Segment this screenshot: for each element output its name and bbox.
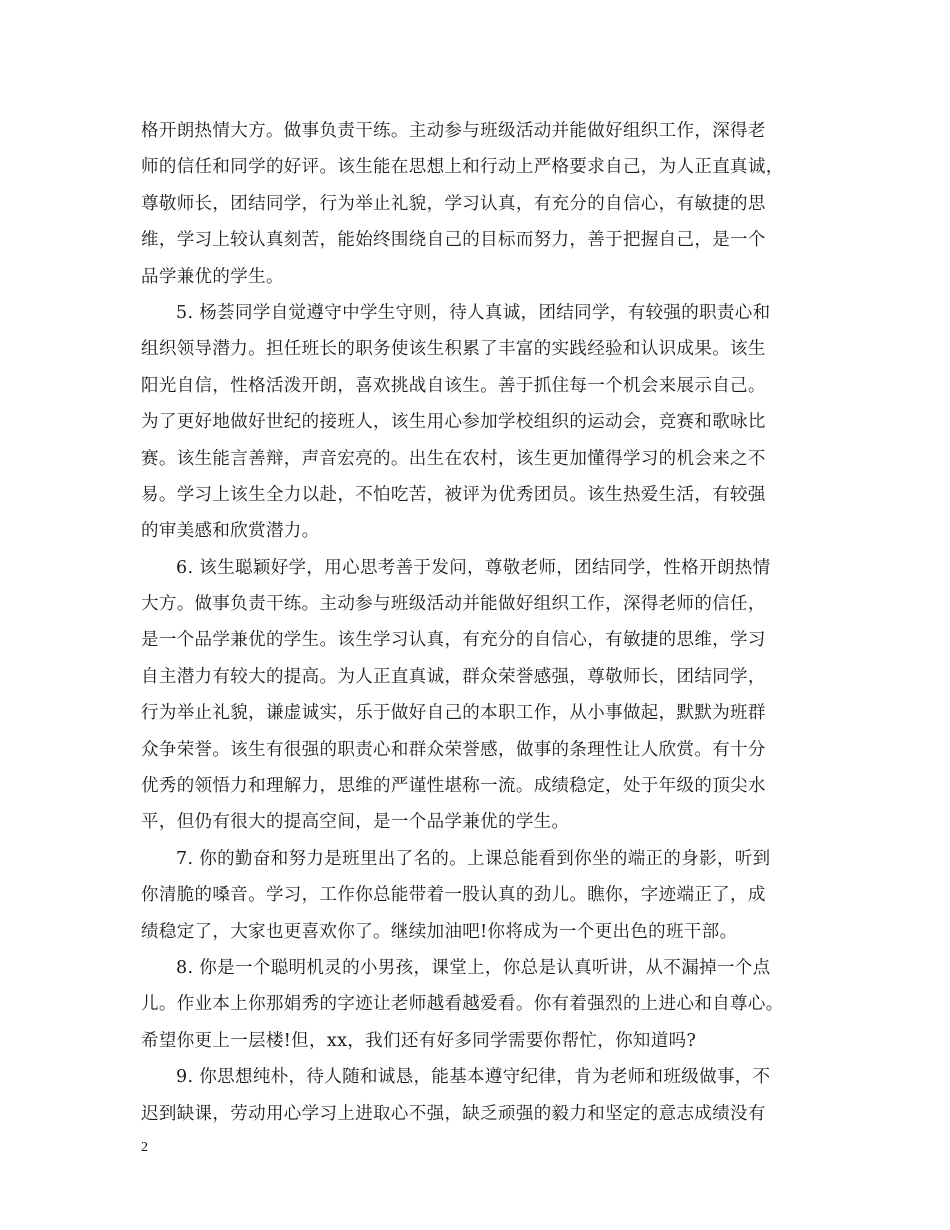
- text-line: 赛。该生能言善辩，声音宏亮的。出生在农村，该生更加懂得学习的机会来之不: [141, 448, 766, 469]
- text-line: 5. 杨荟同学自觉遵守中学生守则，待人真诚，团结同学，有较强的职责心和: [176, 302, 771, 323]
- text-line: 阳光自信，性格活泼开朗，喜欢挑战自该生。善于抓住每一个机会来展示自己。: [141, 375, 766, 396]
- text-line: 9. 你思想纯朴，待人随和诚恳，能基本遵守纪律，肯为老师和班级做事，不: [176, 1067, 771, 1088]
- page-number: 2: [141, 1140, 148, 1155]
- text-line: 绩稳定了，大家也更喜欢你了。继续加油吧!你将成为一个更出色的班干部。: [141, 921, 738, 942]
- text-line: 优秀的领悟力和理解力，思维的严谨性堪称一流。成绩稳定，处于年级的顶尖水: [141, 776, 766, 797]
- text-line: 平，但仍有很大的提高空间，是一个品学兼优的学生。: [141, 812, 570, 833]
- document-body: [141, 113, 811, 1132]
- text-line: 易。学习上该生全力以赴，不怕吃苦，被评为优秀团员。该生热爱生活，有较强: [141, 484, 766, 505]
- text-line: 迟到缺课，劳动用心学习上进取心不强，缺乏顽强的毅力和坚定的意志成绩没有: [141, 1103, 766, 1124]
- text-line: 大方。做事负责干练。主动参与班级活动并能做好组织工作，深得老师的信任，: [141, 594, 766, 615]
- text-line: 为了更好地做好世纪的接班人，该生用心参加学校组织的运动会，竞赛和歌咏比: [141, 412, 766, 433]
- text-line: 组织领导潜力。担任班长的职务使该生积累了丰富的实践经验和认识成果。该生: [141, 339, 766, 360]
- text-line: 众争荣誉。该生有很强的职责心和群众荣誉感，做事的条理性让人欣赏。有十分: [141, 739, 766, 760]
- text-line: 行为举止礼貌，谦虚诚实，乐于做好自己的本职工作，从小事做起，默默为班群: [141, 703, 766, 724]
- text-line: 维，学习上较认真刻苦，能始终围绕自己的目标而努力，善于把握自己，是一个: [141, 230, 766, 251]
- text-line: 的审美感和欣赏潜力。: [141, 521, 320, 542]
- text-line: 格开朗热情大方。做事负责干练。主动参与班级活动并能做好组织工作，深得老: [141, 121, 766, 141]
- text-line: 自主潜力有较大的提高。为人正直真诚，群众荣誉感强，尊敬师长，团结同学，: [141, 666, 766, 687]
- text-line: 7. 你的勤奋和努力是班里出了名的。上课总能看到你坐的端正的身影，听到: [176, 848, 771, 869]
- text-line: 儿。作业本上你那娟秀的字迹让老师越看越爱看。你有着强烈的上进心和自尊心。: [141, 994, 784, 1015]
- text-line: 8. 你是一个聪明机灵的小男孩，课堂上，你总是认真听讲，从不漏掉一个点: [176, 957, 771, 978]
- text-line: 是一个品学兼优的学生。该生学习认真，有充分的自信心，有敏捷的思维，学习: [141, 630, 766, 651]
- text-line: 6. 该生聪颖好学，用心思考善于发问，尊敬老师，团结同学，性格开朗热情: [176, 557, 771, 578]
- text-line: 品学兼优的学生。: [141, 266, 284, 287]
- text-line: 师的信任和同学的好评。该生能在思想上和行动上严格要求自己，为人正直真诚，: [141, 157, 784, 178]
- text-line: 尊敬师长，团结同学，行为举止礼貌，学习认真，有充分的自信心，有敏捷的思: [141, 193, 766, 214]
- text-line: 你清脆的嗓音。学习，工作你总能带着一股认真的劲儿。瞧你，字迹端正了，成: [141, 885, 766, 906]
- text-line: 希望你更上一层楼!但，xx，我们还有好多同学需要你帮忙，你知道吗?: [141, 1030, 697, 1051]
